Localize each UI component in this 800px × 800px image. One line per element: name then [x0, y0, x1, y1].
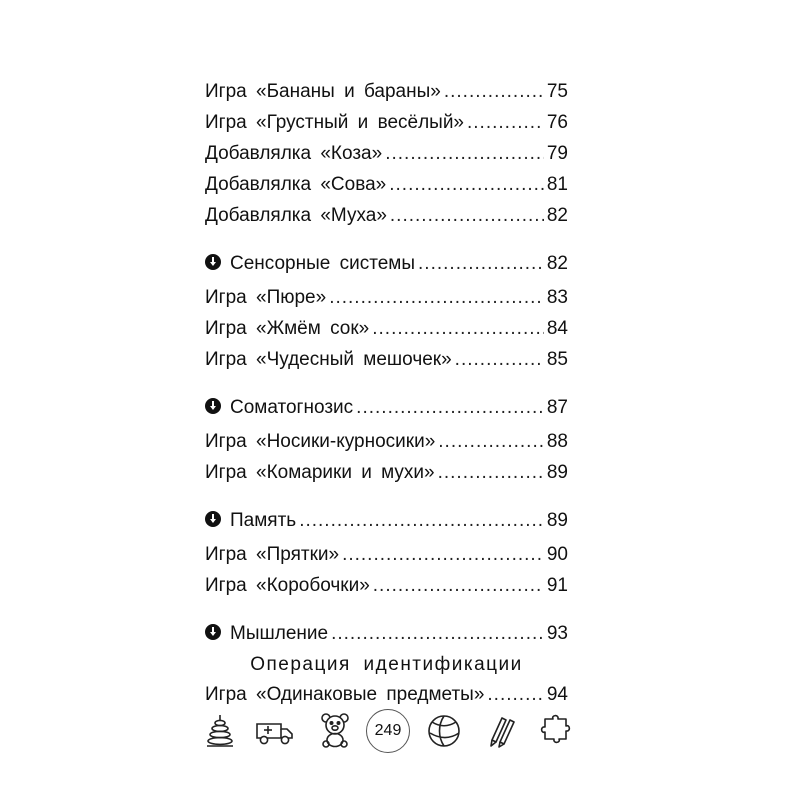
toc-section-title: Память — [230, 510, 297, 531]
toc-entry-title: Игра «Прятки» — [205, 544, 340, 565]
toc-entry-title: Игра «Коробочки» — [205, 575, 370, 596]
toc-leader-dots — [389, 169, 544, 200]
ball-icon — [426, 713, 462, 749]
pencils-icon — [486, 712, 518, 748]
toc-entry-page: 94 — [546, 684, 568, 705]
toc-entry-page: 84 — [546, 318, 568, 339]
toc-entry[interactable] — [205, 426, 568, 457]
toc-entry-title: Игра «Одинаковые предметы» — [205, 684, 485, 705]
toc-entry-page: 88 — [546, 431, 568, 452]
toc-section-title: Мышление — [230, 623, 329, 644]
toc-leader-dots — [438, 426, 544, 457]
toc-entry-page: 79 — [546, 143, 568, 164]
toc-section-title: Соматогнозис — [230, 397, 354, 418]
toc-entry[interactable] — [205, 200, 568, 231]
toc-entry-title: Добавлялка «Муха» — [205, 205, 387, 226]
toc-entry[interactable] — [205, 457, 568, 488]
toc-section-somatognosis[interactable] — [205, 392, 568, 423]
toc-subheading: Операция идентификации — [250, 654, 523, 675]
toc-entry-title: Игра «Пюре» — [205, 287, 327, 308]
toc-leader-dots — [390, 200, 544, 231]
toc-entry[interactable] — [205, 313, 568, 344]
toc-leader-dots — [372, 313, 544, 344]
arrow-down-circle-icon — [205, 624, 221, 640]
toc-entry-title: Игра «Бананы и бараны» — [205, 81, 441, 102]
toc-entry[interactable] — [205, 539, 568, 570]
toc-entry-page: 83 — [546, 287, 568, 308]
toc-leader-dots — [342, 539, 544, 570]
toc-leader-dots — [356, 392, 544, 423]
toc-entry-title: Добавлялка «Сова» — [205, 174, 387, 195]
puzzle-piece-icon — [540, 713, 578, 749]
toc-entry[interactable] — [205, 138, 568, 169]
table-of-contents — [205, 76, 568, 710]
arrow-down-circle-icon — [205, 511, 221, 527]
toc-leader-dots — [487, 679, 543, 710]
toc-entry-title: Игра «Комарики и мухи» — [205, 462, 435, 483]
toc-leader-dots — [331, 618, 544, 649]
page-number: 249 — [366, 709, 410, 753]
pyramid-toy-icon — [205, 714, 235, 748]
toc-entry[interactable] — [205, 282, 568, 313]
toc-entry[interactable] — [205, 169, 568, 200]
toc-section-memory[interactable] — [205, 505, 568, 536]
toc-leader-dots — [438, 457, 544, 488]
toc-entry-page: 90 — [546, 544, 568, 565]
toc-leader-dots — [455, 344, 544, 375]
toc-section-page: 93 — [546, 623, 568, 644]
toc-entry[interactable] — [205, 107, 568, 138]
arrow-down-circle-icon — [205, 398, 221, 414]
ambulance-toy-icon — [254, 716, 296, 746]
toc-leader-dots — [373, 570, 544, 601]
toc-entry[interactable] — [205, 344, 568, 375]
toc-leader-dots — [444, 76, 544, 107]
toc-section-title: Сенсорные системы — [230, 253, 416, 274]
teddy-bear-icon — [318, 712, 352, 748]
page-footer — [200, 708, 580, 758]
toc-entry-page: 91 — [546, 575, 568, 596]
toc-leader-dots — [467, 107, 544, 138]
toc-entry-page: 85 — [546, 349, 568, 370]
toc-leader-dots — [329, 282, 544, 313]
toc-leader-dots — [418, 248, 544, 279]
toc-entry-title: Игра «Носики-курносики» — [205, 431, 436, 452]
toc-section-page: 82 — [546, 253, 568, 274]
toc-entry-page: 75 — [546, 81, 568, 102]
toc-entry-page: 89 — [546, 462, 568, 483]
toc-leader-dots — [299, 505, 544, 536]
toc-entry-title: Игра «Чудесный мешочек» — [205, 349, 452, 370]
toc-leader-dots — [385, 138, 544, 169]
arrow-down-circle-icon — [205, 254, 221, 270]
toc-entry-page: 76 — [546, 112, 568, 133]
toc-entry-title: Игра «Жмём сок» — [205, 318, 370, 339]
toc-entry[interactable] — [205, 76, 568, 107]
toc-section-page: 89 — [546, 510, 568, 531]
toc-entry-title: Игра «Грустный и весёлый» — [205, 112, 464, 133]
toc-entry[interactable] — [205, 679, 568, 710]
toc-entry-page: 82 — [546, 205, 568, 226]
toc-section-page: 87 — [546, 397, 568, 418]
toc-entry-title: Добавлялка «Коза» — [205, 143, 383, 164]
toc-entry[interactable] — [205, 570, 568, 601]
toc-section-sensory[interactable] — [205, 248, 568, 279]
toc-entry-page: 81 — [546, 174, 568, 195]
toc-section-thinking[interactable] — [205, 618, 568, 649]
